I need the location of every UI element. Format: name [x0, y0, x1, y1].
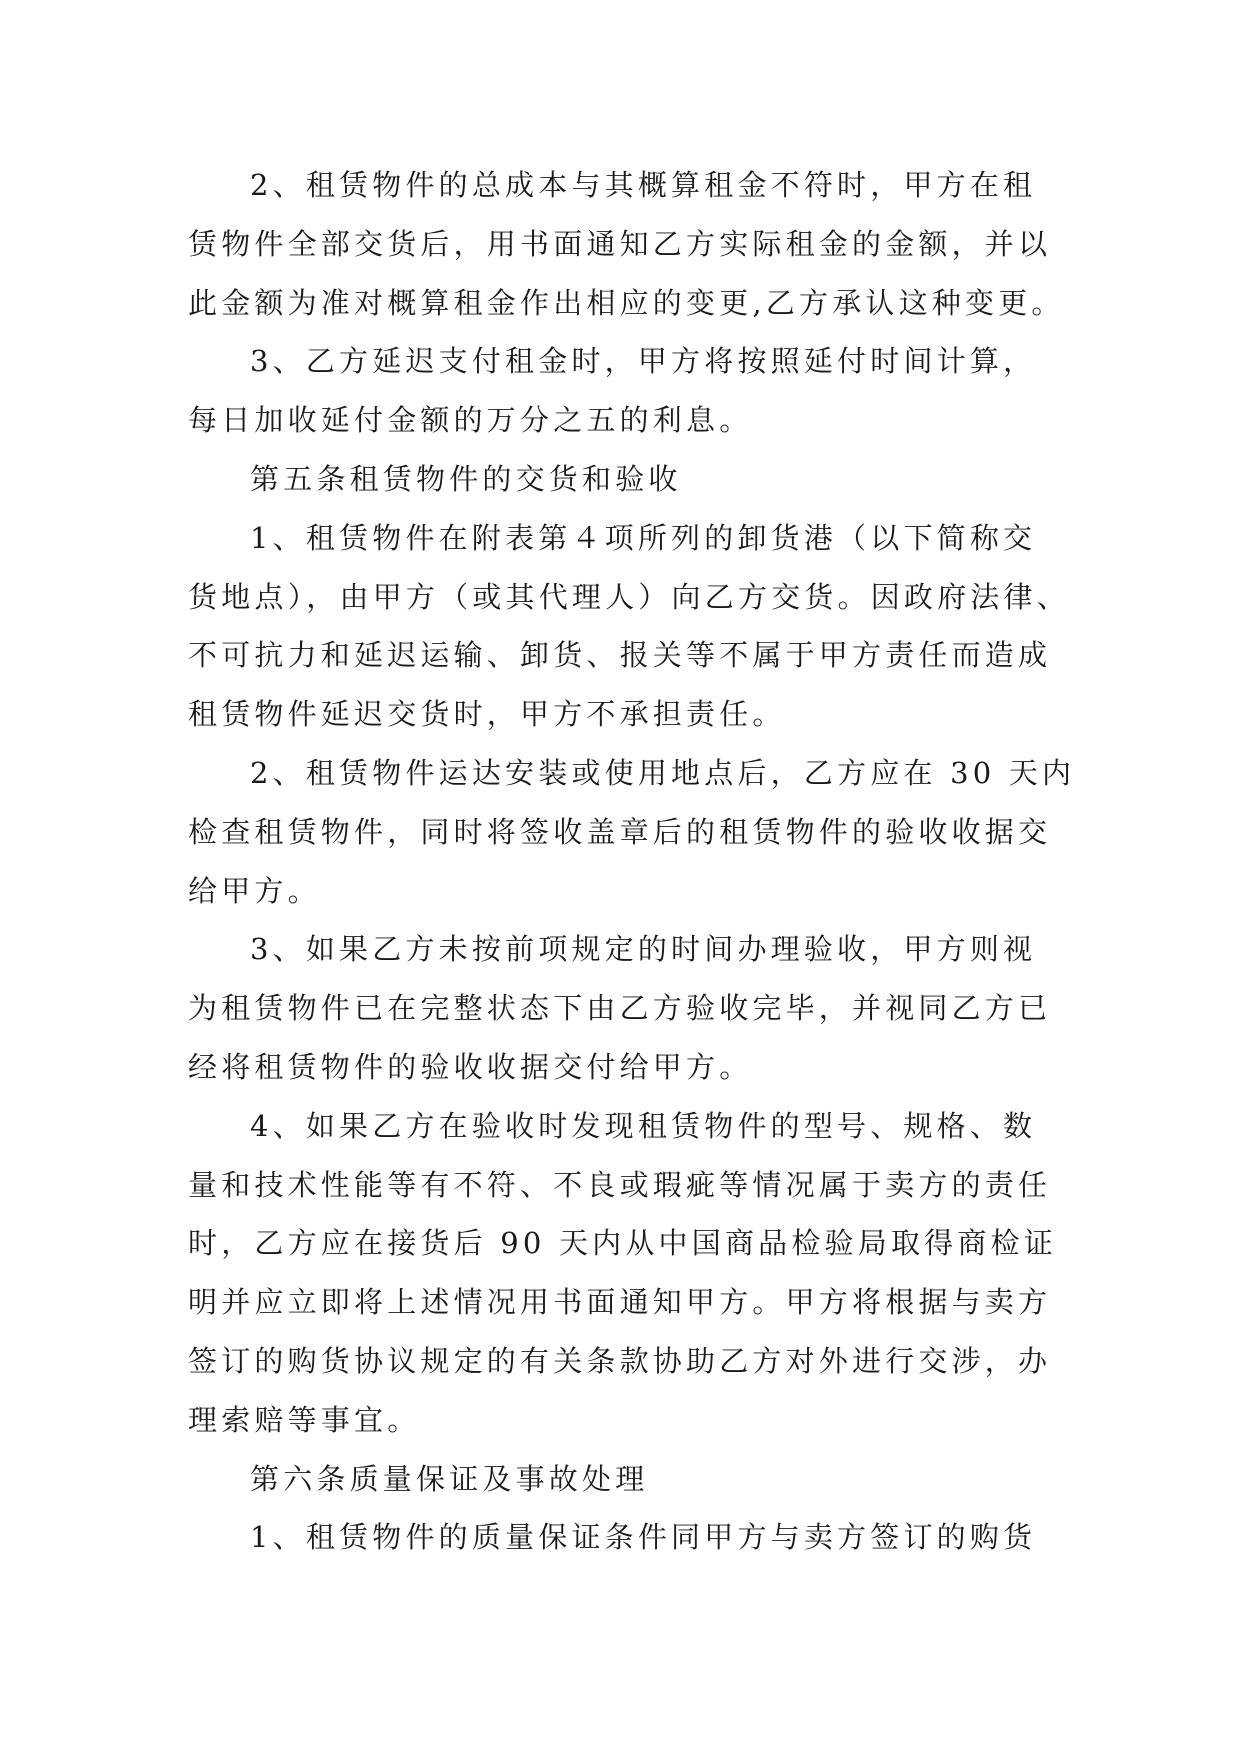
text-line: 每日加收延付金额的万分之五的利息。 [188, 403, 753, 438]
text-line: 第六条质量保证及事故处理 [250, 1461, 649, 1496]
text-line: 3、乙方延迟支付租金时，甲方将按照延付时间计算， [250, 344, 1037, 379]
text-line: 此金额为准对概算租金作出相应的变更,乙方承认这种变更。 [188, 285, 1065, 320]
text-line: 2、租赁物件运达安装或使用地点后，乙方应在 30 天内 [250, 755, 1076, 790]
text-line: 1、租赁物件在附表第４项所列的卸货港（以下简称交 [250, 520, 1037, 555]
text-line: 为租赁物件已在完整状态下由乙方验收完毕，并视同乙方已 [188, 991, 1052, 1026]
text-line: 不可抗力和延迟运输、卸货、报关等不属于甲方责任而造成 [188, 638, 1052, 673]
text-line: 3、如果乙方未按前项规定的时间办理验收，甲方则视 [250, 932, 1037, 967]
text-line: 理索赔等事宜。 [188, 1402, 421, 1437]
text-line: 赁物件全部交货后，用书面通知乙方实际租金的金额，并以 [188, 226, 1052, 261]
text-line: 明并应立即将上述情况用书面通知甲方。甲方将根据与卖方 [188, 1285, 1052, 1320]
text-line: 量和技术性能等有不符、不良或瑕疵等情况属于卖方的责任 [188, 1167, 1052, 1202]
text-line: 租赁物件延迟交货时，甲方不承担责任。 [188, 697, 786, 732]
text-line: 签订的购货协议规定的有关条款协助乙方对外进行交涉，办 [188, 1343, 1052, 1378]
text-line: 2、租赁物件的总成本与其概算租金不符时，甲方在租 [250, 168, 1037, 202]
document-body [188, 156, 1076, 1567]
text-line: 给甲方。 [188, 873, 321, 908]
text-line: 货地点），由甲方（或其代理人）向乙方交货。因政府法律、 [188, 579, 1070, 614]
text-line: 经将租赁物件的验收收据交付给甲方。 [188, 1049, 753, 1084]
text-line: 时，乙方应在接货后 90 天内从中国商品检验局取得商检证 [188, 1226, 1057, 1261]
text-line: 4、如果乙方在验收时发现租赁物件的型号、规格、数 [250, 1108, 1037, 1143]
text-line: 1、租赁物件的质量保证条件同甲方与卖方签订的购货 [250, 1520, 1037, 1555]
text-line: 检查租赁物件，同时将签收盖章后的租赁物件的验收收据交 [188, 814, 1052, 849]
text-line: 第五条租赁物件的交货和验收 [250, 461, 682, 496]
